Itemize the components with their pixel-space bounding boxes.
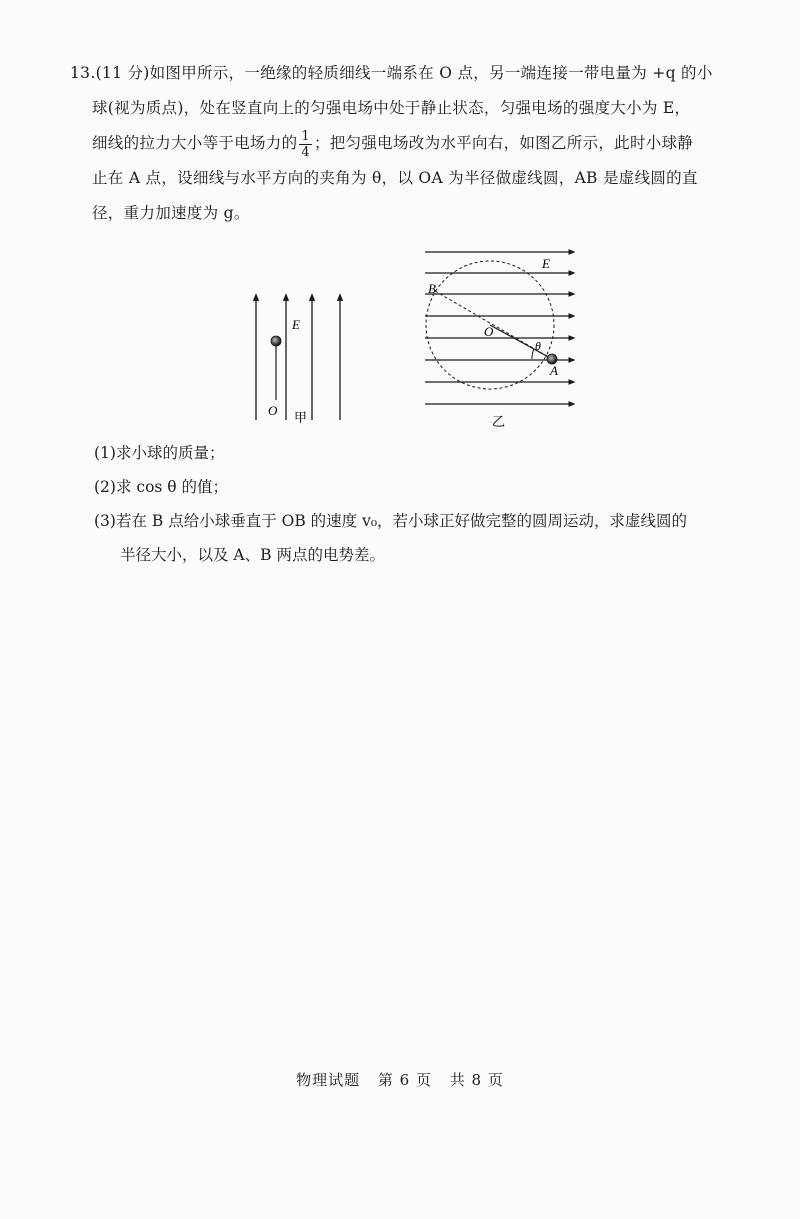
subquestion-2: (2)求 cos θ 的值；: [94, 478, 229, 496]
charged-ball: [271, 336, 281, 346]
thread-oa: [490, 325, 552, 359]
point-label-o: O: [268, 403, 278, 418]
figure-jia: [240, 285, 370, 435]
point-label-b: B: [428, 281, 436, 296]
question-line-2: 球(视为质点)，处在竖直向上的匀强电场中处于静止状态，匀强电场的强度大小为 E，: [92, 99, 691, 117]
field-label-e: E: [292, 317, 300, 332]
angle-label-theta: θ: [535, 339, 541, 353]
question-line-1: [70, 56, 730, 91]
subquestion-3-line-2: 半径大小，以及 A、B 两点的电势差。: [120, 546, 385, 564]
fraction-denominator: 4: [301, 144, 310, 160]
question-line-3: [70, 126, 730, 161]
fraction-one-quarter: [299, 129, 312, 160]
field-label-e: E: [542, 256, 550, 271]
subquestion-3-line-1: (3)若在 B 点给小球垂直于 OB 的速度 v₀，若小球正好做完整的圆周运动，求虚线圆的: [94, 512, 688, 530]
point-label-a: A: [550, 363, 558, 378]
question-13: [70, 56, 730, 231]
figure-yi: [420, 240, 590, 430]
footer-total: 共 8 页: [449, 1071, 504, 1089]
angle-arc: [532, 349, 534, 359]
question-line-4: 止在 A 点，设细线与水平方向的夹角为 θ，以 OA 为半径做虚线圆，AB 是虚线圆的直: [92, 169, 698, 187]
fraction-numerator: 1: [301, 128, 310, 144]
subquestions: [94, 436, 734, 572]
subquestion-1: (1)求小球的质量；: [94, 444, 225, 462]
question-points: (11 分): [95, 64, 150, 82]
question-text-3a: 细线的拉力大小等于电场力的: [92, 134, 298, 152]
footer-subject: 物理试题: [296, 1071, 361, 1089]
page-footer: [0, 1069, 800, 1090]
caption-jia: 甲: [294, 410, 308, 425]
caption-yi: 乙: [492, 414, 506, 429]
question-text-3b: ；把匀强电场改为水平向右，如图乙所示，此时小球静: [313, 134, 694, 152]
question-number: 13.: [70, 64, 96, 82]
footer-page: 第 6 页: [377, 1071, 432, 1089]
question-text-1: 如图甲所示，一绝缘的轻质细线一端系在 O 点，另一端连接一带电量为 +q 的小: [149, 64, 713, 82]
question-line-5: 径，重力加速度为 g。: [92, 204, 250, 222]
point-label-o: O: [484, 324, 494, 339]
